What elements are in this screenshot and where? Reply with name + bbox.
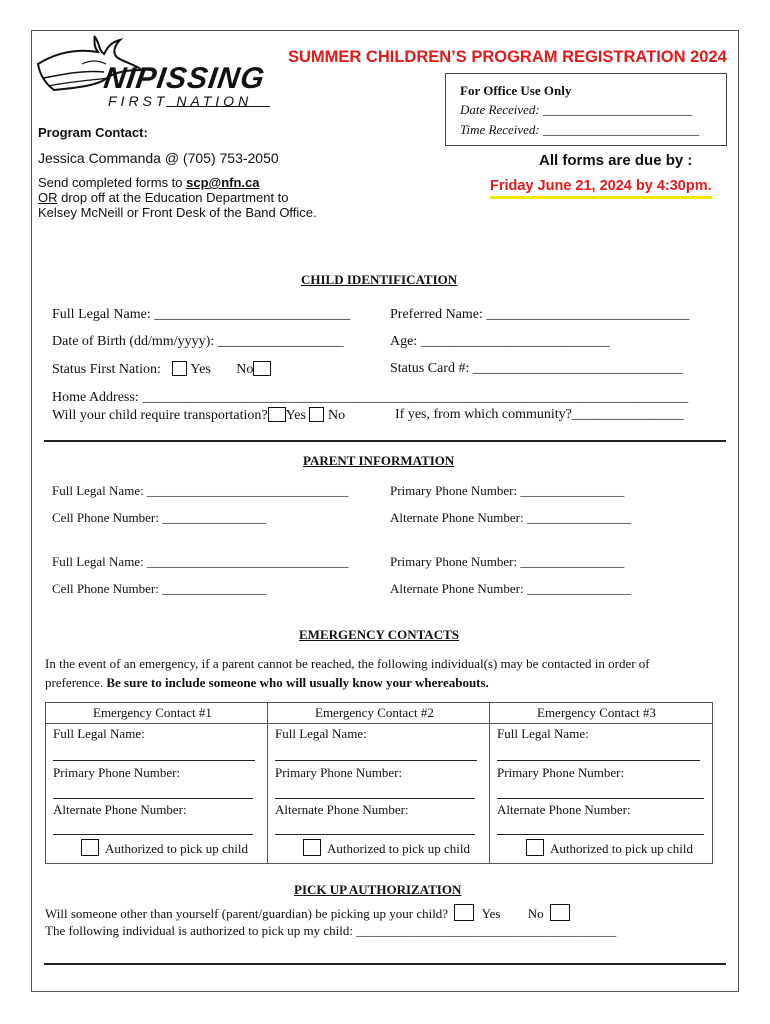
transport-yes-label: Yes [285, 408, 306, 423]
emergency-contact-3-header: Emergency Contact #3 [537, 705, 656, 720]
home-address-field[interactable]: Home Address: ______________________________________________________________________________ [52, 390, 689, 405]
send-forms-line [38, 175, 260, 190]
nipissing-logo [34, 34, 284, 114]
emergency-contact-3-alternate-label: Alternate Phone Number: [497, 802, 631, 817]
emergency-intro-emphasis: Be sure to include someone who will usually know your whereabouts. [106, 675, 489, 690]
parent1-full-name-field[interactable]: Full Legal Name: _______________________________ [52, 483, 349, 498]
emergency-contact-2-authorized-row [303, 839, 470, 857]
pickup-no-label: No [527, 906, 544, 921]
transport-no-label: No [327, 408, 346, 423]
pickup-no-checkbox[interactable] [550, 904, 570, 921]
due-date: Friday June 21, 2024 by 4:30pm. [490, 178, 712, 199]
status-yes-label: Yes [190, 362, 211, 377]
emergency-contact-3-authorized-label: Authorized to pick up child [550, 841, 693, 856]
section-divider [44, 440, 726, 442]
emergency-contact-2-header: Emergency Contact #2 [315, 705, 434, 720]
emergency-contact-2-primary-input[interactable] [275, 798, 475, 799]
emergency-contact-3-primary-input[interactable] [497, 798, 704, 799]
emergency-intro-line2 [45, 675, 489, 691]
emergency-contact-1-full-name-label: Full Legal Name: [53, 726, 145, 741]
emergency-contact-1-primary-input[interactable] [53, 798, 253, 799]
status-card-field[interactable]: Status Card #: ______________________________ [390, 361, 683, 376]
emergency-contact-1-authorized-label: Authorized to pick up child [105, 841, 248, 856]
child-full-name-field[interactable]: Full Legal Name: ____________________________ [52, 307, 351, 322]
dropoff-text: drop off at the Education Department to [57, 190, 289, 205]
time-received-field[interactable]: Time Received: ________________________ [460, 122, 700, 137]
emergency-contact-1-alternate-label: Alternate Phone Number: [53, 802, 187, 817]
emergency-contact-2-alternate-input[interactable] [275, 834, 475, 835]
emergency-contact-2-primary-label: Primary Phone Number: [275, 765, 403, 780]
emergency-contact-1-authorized-row [81, 839, 248, 857]
pickup-yes-label: Yes [481, 906, 501, 921]
emergency-contact-2-alternate-label: Alternate Phone Number: [275, 802, 409, 817]
emergency-contact-1-header: Emergency Contact #1 [93, 705, 212, 720]
logo-main-text: NIPISSING [101, 62, 268, 95]
child-identification-heading: CHILD IDENTIFICATION [301, 272, 458, 287]
parent2-full-name-field[interactable]: Full Legal Name: _______________________________ [52, 554, 349, 569]
transportation-row [52, 407, 345, 424]
dropoff-line [38, 190, 289, 205]
dropoff-line-2: Kelsey McNeill or Front Desk of the Band Office. [38, 205, 317, 220]
parent-information-heading: PARENT INFORMATION [303, 453, 455, 468]
status-yes-checkbox[interactable] [172, 361, 187, 376]
email-link[interactable]: scp@nfn.ca [186, 175, 260, 190]
emergency-contact-3-alternate-input[interactable] [497, 834, 704, 835]
emergency-contact-3-authorized-row [526, 839, 693, 857]
parent1-cell-phone-field[interactable]: Cell Phone Number: ________________ [52, 510, 267, 525]
emergency-contact-3-primary-label: Primary Phone Number: [497, 765, 625, 780]
office-use-box [445, 73, 727, 146]
transportation-question: Will your child require transportation? [52, 408, 268, 423]
emergency-contact-3-authorized-checkbox[interactable] [526, 839, 544, 856]
logo-sub-text: FIRST NATION [108, 93, 253, 109]
emergency-contacts-heading: EMERGENCY CONTACTS [299, 627, 459, 642]
or-text: OR [38, 190, 58, 205]
emergency-contact-2-full-name-label: Full Legal Name: [275, 726, 367, 741]
transport-yes-checkbox[interactable] [268, 407, 286, 422]
status-no-checkbox[interactable] [253, 361, 271, 376]
emergency-contact-1-primary-label: Primary Phone Number: [53, 765, 181, 780]
emergency-intro-line1: In the event of an emergency, if a parent cannot be reached, the following individual(s) may be contacted in order of [45, 656, 650, 671]
due-label: All forms are due by : [539, 152, 693, 169]
status-first-nation-row [52, 361, 271, 378]
child-age-field[interactable]: Age: ___________________________ [390, 334, 610, 349]
pickup-authorization-heading: PICK UP AUTHORIZATION [294, 882, 462, 897]
emergency-contact-1-full-name-input[interactable] [53, 760, 255, 761]
pickup-question: Will someone other than yourself (parent/guardian) be picking up your child? [45, 906, 449, 921]
pickup-individual-field[interactable]: The following individual is authorized to pick up my child: ________________________________________ [45, 923, 617, 938]
pickup-yes-checkbox[interactable] [454, 904, 474, 921]
emergency-contact-1-alternate-input[interactable] [53, 834, 253, 835]
emergency-contact-3-full-name-input[interactable] [497, 760, 700, 761]
page-title: SUMMER CHILDREN’S PROGRAM REGISTRATION 2024 [288, 48, 727, 66]
emergency-contact-2-authorized-label: Authorized to pick up child [327, 841, 470, 856]
send-prefix-text: Send completed forms to [38, 175, 187, 190]
bottom-divider [44, 963, 726, 965]
emergency-contacts-table [45, 702, 713, 864]
parent2-cell-phone-field[interactable]: Cell Phone Number: ________________ [52, 581, 267, 596]
emergency-intro-prefix: preference. [45, 675, 107, 690]
transport-community-field[interactable]: If yes, from which community?________________ [395, 407, 684, 422]
emergency-contact-2-authorized-checkbox[interactable] [303, 839, 321, 856]
parent2-alternate-phone-field[interactable]: Alternate Phone Number: ________________ [390, 581, 631, 596]
emergency-contact-2-full-name-input[interactable] [275, 760, 477, 761]
child-preferred-name-field[interactable]: Preferred Name: _____________________________ [390, 307, 690, 322]
emergency-contact-1-authorized-checkbox[interactable] [81, 839, 99, 856]
parent1-alternate-phone-field[interactable]: Alternate Phone Number: ________________ [390, 510, 631, 525]
emergency-contact-3-full-name-label: Full Legal Name: [497, 726, 589, 741]
transport-no-checkbox[interactable] [309, 407, 324, 422]
parent2-primary-phone-field[interactable]: Primary Phone Number: ________________ [390, 554, 625, 569]
date-received-field[interactable]: Date Received: _______________________ [460, 102, 693, 117]
child-dob-field[interactable]: Date of Birth (dd/mm/yyyy): __________________ [52, 334, 344, 349]
status-first-nation-label: Status First Nation: [52, 362, 161, 377]
office-heading: For Office Use Only [460, 83, 572, 98]
pickup-question-row [45, 904, 570, 922]
program-contact-heading: Program Contact: [38, 125, 148, 140]
status-no-label: No [236, 362, 254, 377]
program-contact-person: Jessica Commanda @ (705) 753-2050 [38, 150, 279, 166]
parent1-primary-phone-field[interactable]: Primary Phone Number: ________________ [390, 483, 625, 498]
